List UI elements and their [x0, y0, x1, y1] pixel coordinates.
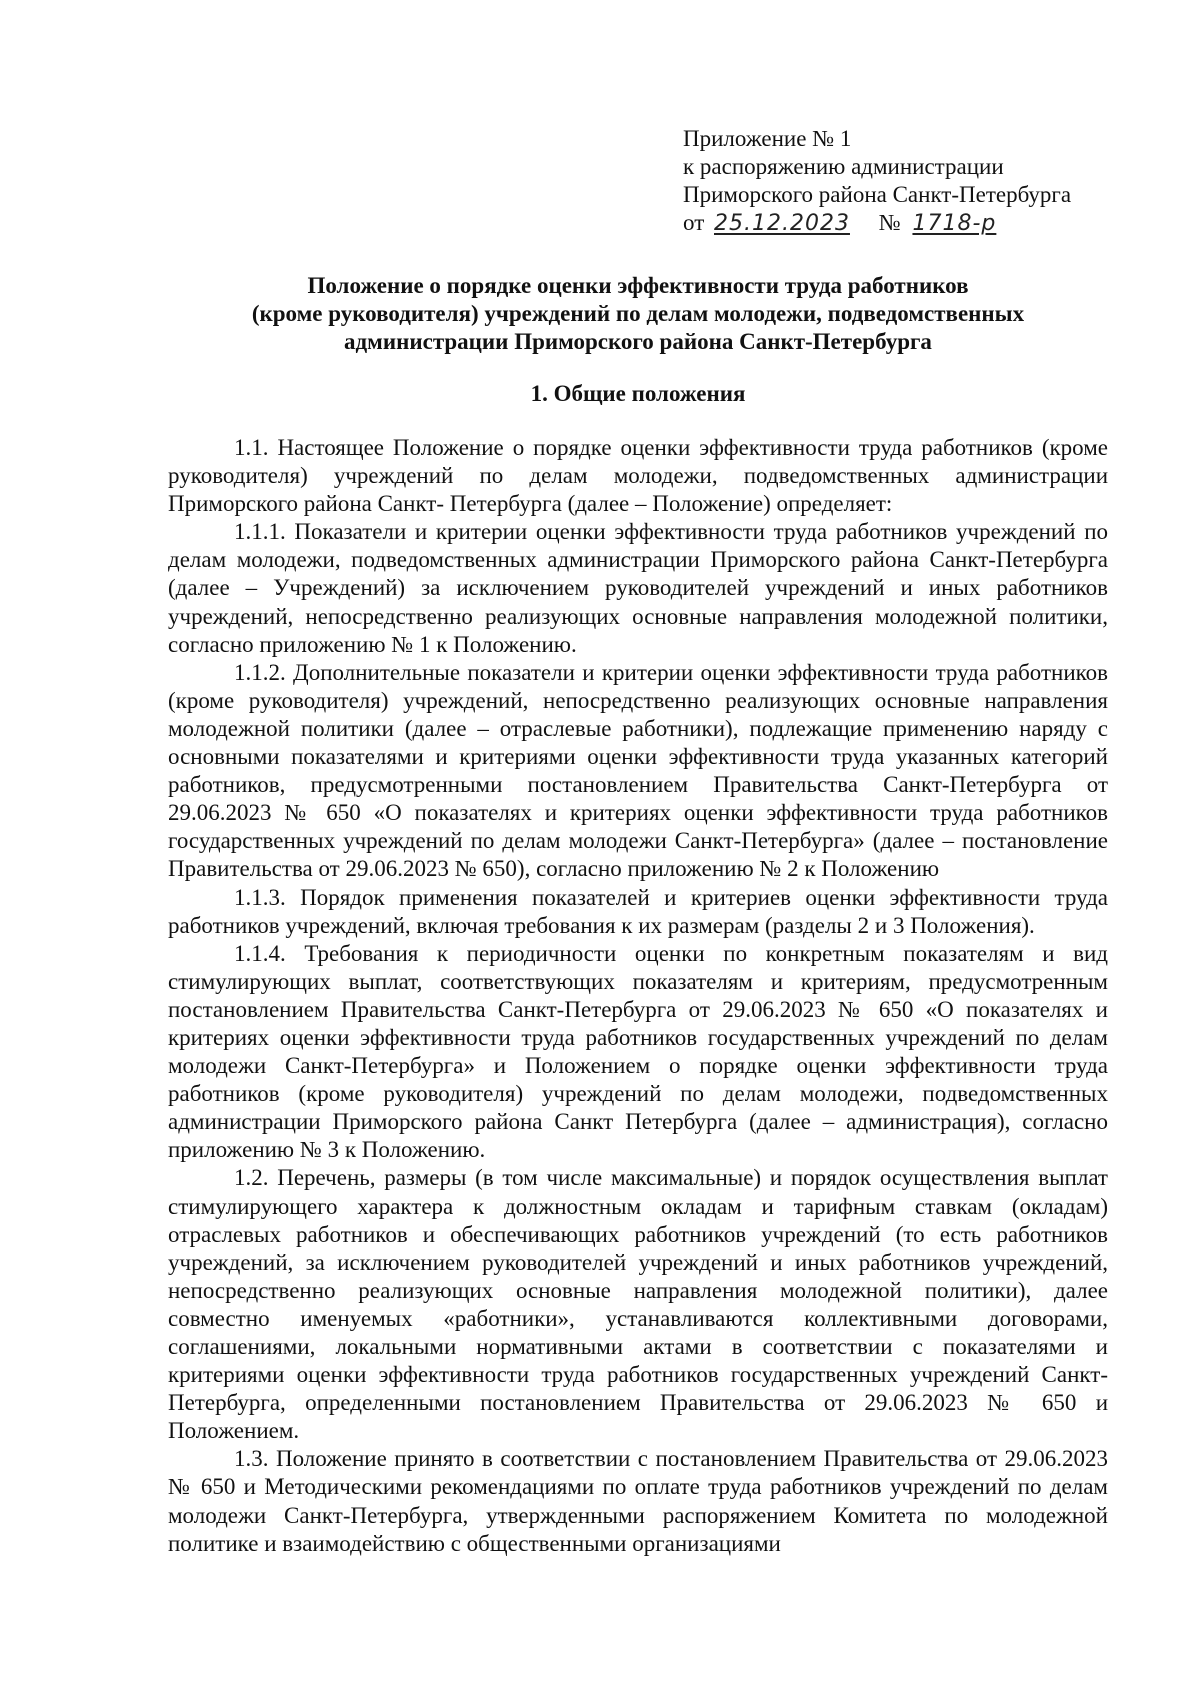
paragraph-1-1-2: 1.1.2. Дополнительные показатели и критерии оценки эффективности труда работников (кроме руководителя) учреждений, непосредственно реализующих основные направления молодежной политики (далее – отраслевые работники), подлежащие применению наряду с основными показателями и критериями оценки эффективности труда указанных категорий работников, предусмотренными постановлением Правительства Санкт-Петербурга от 29.06.2023 № 650 «О показателях и критериях оценки эффективности труда работников государственных учреждений по делам молодежи Санкт-Петербурга» (далее – постановление Правительства от 29.06.2023 № 650), согласно приложению № 2 к Положению: [168, 659, 1108, 882]
appendix-block: [683, 125, 1153, 238]
appendix-title: Приложение № 1: [683, 126, 852, 151]
title-line-3: администрации Приморского района Санкт-Петербурга: [344, 329, 932, 354]
from-label: от: [683, 210, 705, 235]
paragraph-1-2: 1.2. Перечень, размеры (в том числе максимальные) и порядок осуществления выплат стимулирующего характера к должностным окладам и тарифным ставкам (окладам) отраслевых работников и обеспечивающих работников учреждений (то есть работников учреждений, за исключением руководителей учреждений и иных работников учреждений, непосредственно реализующих основные направления молодежной политики), далее совместно именуемых «работники», устанавливаются коллективными договорами, соглашениями, локальными нормативными актами в соответствии с показателями и критериями оценки эффективности труда работников государственных учреждений Санкт-Петербурга, определенными постановлением Правительства от 29.06.2023 № 650 и Положением.: [168, 1165, 1108, 1444]
title-line-2: (кроме руководителя) учреждений по делам молодежи, подведомственных: [251, 301, 1025, 326]
paragraph-1-3: 1.3. Положение принято в соответствии с постановлением Правительства от 29.06.2023 № 650 и Методическими рекомендациями по оплате труда работников учреждений по делам молодежи Санкт-Петербурга, утвержденными распоряжением Комитета по молодежной политике и взаимодействию с общественными организациями: [168, 1446, 1108, 1556]
document-body: [168, 434, 1108, 1558]
paragraph-1-1-3: 1.1.3. Порядок применения показателей и критериев оценки эффективности труда работников учреждений, включая требования к их размерам (разделы 2 и 3 Положения).: [168, 884, 1108, 938]
appendix-reference: к распоряжению администрации: [683, 154, 1004, 179]
paragraph-1-1: 1.1. Настоящее Положение о порядке оценки эффективности труда работников (кроме руководителя) учреждений по делам молодежи, подведомственных администрации Приморского района Санкт- Петербурга (далее – Положение) определяет:: [168, 435, 1108, 517]
title-line-1: Положение о порядке оценки эффективности труда работников: [307, 273, 969, 298]
handwritten-number: 1718-р: [912, 211, 997, 236]
handwritten-date: 25.12.2023: [714, 211, 850, 236]
appendix-date-number-line: [683, 209, 1153, 238]
paragraph-1-1-1: 1.1.1. Показатели и критерии оценки эффективности труда работников учреждений по делам молодежи, подведомственных администрации Приморского района Санкт-Петербурга (далее – Учреждений) за исключением руководителей учреждений и иных работников учреждений, непосредственно реализующих основные направления молодежной политики, согласно приложению № 1 к Положению.: [168, 519, 1108, 657]
appendix-district: Приморского района Санкт-Петербурга: [683, 182, 1072, 207]
document-title: [168, 272, 1108, 356]
section-heading: 1. Общие положения: [530, 381, 746, 406]
number-label: №: [878, 210, 901, 235]
paragraph-1-1-4: 1.1.4. Требования к периодичности оценки по конкретным показателям и вид стимулирующих выплат, соответствующих показателям и критериям, предусмотренным постановлением Правительства Санкт-Петербурга от 29.06.2023 № 650 «О показателях и критериях оценки эффективности труда работников государственных учреждений по делам молодежи Санкт-Петербурга» и Положением о порядке оценки эффективности труда работников (кроме руководителя) учреждений по делам молодежи, подведомственных администрации Приморского района Санкт Петербурга (далее – администрация), согласно приложению № 3 к Положению.: [168, 940, 1108, 1163]
